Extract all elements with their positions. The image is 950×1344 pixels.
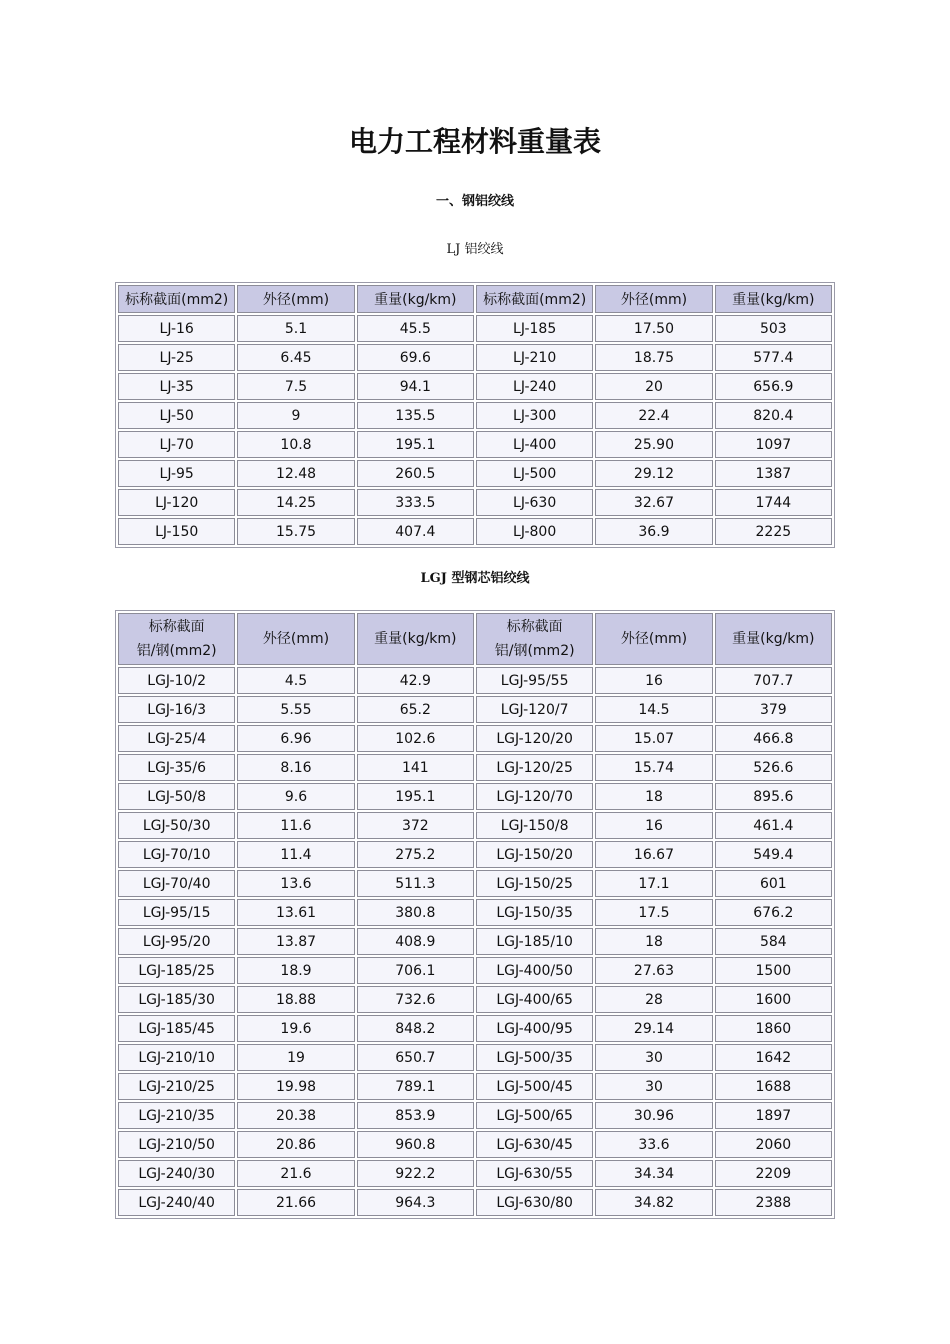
table-cell: 65.2: [357, 696, 474, 723]
table-cell: 5.1: [237, 315, 354, 342]
table-cell: 6.96: [237, 725, 354, 752]
table-cell: 1097: [715, 431, 832, 458]
table-row: [118, 1160, 832, 1187]
table-row: [118, 402, 832, 429]
table-cell: 33.6: [595, 1131, 712, 1158]
table-cell: 18.75: [595, 344, 712, 371]
table-cell: 1500: [715, 957, 832, 984]
table-cell: 34.82: [595, 1189, 712, 1216]
table-cell: 18: [595, 783, 712, 810]
lgj-header-cell: [118, 613, 235, 665]
table-row: [118, 344, 832, 371]
lgj-header-cell: [476, 613, 593, 665]
table-cell: LGJ-630/55: [476, 1160, 593, 1187]
table-cell: LGJ-150/25: [476, 870, 593, 897]
table-row: [118, 1044, 832, 1071]
table-cell: 17.5: [595, 899, 712, 926]
table-cell: LGJ-70/40: [118, 870, 235, 897]
table-cell: LGJ-50/30: [118, 812, 235, 839]
table-cell: 102.6: [357, 725, 474, 752]
table-cell: 30: [595, 1044, 712, 1071]
table-cell: LGJ-400/65: [476, 986, 593, 1013]
table-cell: 9: [237, 402, 354, 429]
table-cell: 69.6: [357, 344, 474, 371]
table-row: [118, 986, 832, 1013]
header-line: 标称截面: [148, 619, 205, 635]
table-cell: 30: [595, 1073, 712, 1100]
table-row: [118, 841, 832, 868]
table-cell: 7.5: [237, 373, 354, 400]
table-row: [118, 957, 832, 984]
table-cell: LGJ-70/10: [118, 841, 235, 868]
table-cell: LGJ-25/4: [118, 725, 235, 752]
table-cell: 20.38: [237, 1102, 354, 1129]
table-cell: 960.8: [357, 1131, 474, 1158]
table-cell: LGJ-120/25: [476, 754, 593, 781]
table-cell: LGJ-150/20: [476, 841, 593, 868]
table-cell: 1860: [715, 1015, 832, 1042]
table-cell: 15.07: [595, 725, 712, 752]
table-cell: 676.2: [715, 899, 832, 926]
table-cell: 650.7: [357, 1044, 474, 1071]
table-cell: LJ-185: [476, 315, 593, 342]
table-cell: 2060: [715, 1131, 832, 1158]
table-cell: LJ-35: [118, 373, 235, 400]
table-cell: 706.1: [357, 957, 474, 984]
table-cell: 18.88: [237, 986, 354, 1013]
table-cell: 16: [595, 812, 712, 839]
lgj-table: [115, 610, 835, 1219]
table-cell: 380.8: [357, 899, 474, 926]
table-cell: LGJ-400/50: [476, 957, 593, 984]
table-row: [118, 1189, 832, 1216]
table-cell: 16: [595, 667, 712, 694]
table-cell: 549.4: [715, 841, 832, 868]
table-cell: LGJ-95/20: [118, 928, 235, 955]
table-row: [118, 725, 832, 752]
table-row: [118, 783, 832, 810]
table-row: [118, 431, 832, 458]
table-cell: 13.87: [237, 928, 354, 955]
table-cell: LGJ-150/8: [476, 812, 593, 839]
table-cell: LGJ-500/45: [476, 1073, 593, 1100]
table-cell: 1744: [715, 489, 832, 516]
table-cell: 922.2: [357, 1160, 474, 1187]
lgj-header-cell: [715, 613, 832, 665]
table-cell: 820.4: [715, 402, 832, 429]
table-cell: 1387: [715, 460, 832, 487]
table-cell: 19.98: [237, 1073, 354, 1100]
table-cell: 372: [357, 812, 474, 839]
table-cell: 29.12: [595, 460, 712, 487]
table-cell: LJ-630: [476, 489, 593, 516]
table-cell: LJ-25: [118, 344, 235, 371]
table-cell: 195.1: [357, 783, 474, 810]
table-cell: LGJ-120/7: [476, 696, 593, 723]
table-cell: LGJ-240/40: [118, 1189, 235, 1216]
table-cell: 4.5: [237, 667, 354, 694]
table-cell: LJ-120: [118, 489, 235, 516]
table-cell: 11.4: [237, 841, 354, 868]
table-cell: LJ-800: [476, 518, 593, 545]
table-cell: 14.5: [595, 696, 712, 723]
table-cell: 853.9: [357, 1102, 474, 1129]
table-cell: 584: [715, 928, 832, 955]
table-cell: 333.5: [357, 489, 474, 516]
table-row: [118, 1015, 832, 1042]
table-cell: 5.55: [237, 696, 354, 723]
table-cell: 466.8: [715, 725, 832, 752]
table-cell: LGJ-630/45: [476, 1131, 593, 1158]
table-cell: 20.86: [237, 1131, 354, 1158]
table-cell: 1642: [715, 1044, 832, 1071]
lgj-header-cell: [595, 613, 712, 665]
table-cell: 503: [715, 315, 832, 342]
table-cell: LGJ-210/10: [118, 1044, 235, 1071]
header-line: 铝/钢(mm2): [136, 643, 217, 659]
header-line: 重量(kg/km): [732, 631, 815, 647]
table-cell: LGJ-400/95: [476, 1015, 593, 1042]
table-cell: LGJ-185/45: [118, 1015, 235, 1042]
table-cell: LJ-95: [118, 460, 235, 487]
table-cell: 12.48: [237, 460, 354, 487]
table-cell: LGJ-185/25: [118, 957, 235, 984]
table-cell: LGJ-185/10: [476, 928, 593, 955]
table-row: [118, 667, 832, 694]
lj-header-cell: 外径(mm): [595, 285, 712, 313]
table-cell: 526.6: [715, 754, 832, 781]
table-cell: 577.4: [715, 344, 832, 371]
table-cell: 9.6: [237, 783, 354, 810]
table-row: [118, 870, 832, 897]
table-cell: LGJ-50/8: [118, 783, 235, 810]
table-cell: 32.67: [595, 489, 712, 516]
table-row: [118, 899, 832, 926]
table-row: [118, 315, 832, 342]
table-cell: LGJ-210/50: [118, 1131, 235, 1158]
table-cell: 19.6: [237, 1015, 354, 1042]
table-cell: LJ-500: [476, 460, 593, 487]
table-cell: 45.5: [357, 315, 474, 342]
page-title: 电力工程材料重量表: [348, 125, 601, 158]
table-cell: 13.6: [237, 870, 354, 897]
table-cell: 36.9: [595, 518, 712, 545]
header-line: 标称截面: [506, 619, 563, 635]
section-heading: 一、钢铝绞线: [435, 194, 514, 209]
lj-table: [115, 282, 835, 548]
table-cell: 789.1: [357, 1073, 474, 1100]
table-row: [118, 460, 832, 487]
table-cell: LGJ-35/6: [118, 754, 235, 781]
table-cell: 2209: [715, 1160, 832, 1187]
table-cell: LGJ-16/3: [118, 696, 235, 723]
table-cell: LJ-70: [118, 431, 235, 458]
table-cell: 15.74: [595, 754, 712, 781]
table-cell: 27.63: [595, 957, 712, 984]
table-cell: 895.6: [715, 783, 832, 810]
table-cell: LJ-50: [118, 402, 235, 429]
lgj-header-cell: [357, 613, 474, 665]
table-cell: 1897: [715, 1102, 832, 1129]
table-cell: LGJ-95/55: [476, 667, 593, 694]
table-cell: 17.1: [595, 870, 712, 897]
table-cell: 29.14: [595, 1015, 712, 1042]
table-cell: 19: [237, 1044, 354, 1071]
table-cell: 11.6: [237, 812, 354, 839]
lj-table-body: [118, 315, 832, 545]
header-line: 外径(mm): [620, 631, 688, 647]
lj-header-cell: 重量(kg/km): [357, 285, 474, 313]
table-cell: 195.1: [357, 431, 474, 458]
table-cell: 6.45: [237, 344, 354, 371]
table-cell: 135.5: [357, 402, 474, 429]
lj-header-row: [118, 285, 832, 313]
table-row: [118, 1131, 832, 1158]
table-row: [118, 373, 832, 400]
table-cell: LJ-150: [118, 518, 235, 545]
table-cell: 17.50: [595, 315, 712, 342]
table-cell: 94.1: [357, 373, 474, 400]
table-cell: LJ-16: [118, 315, 235, 342]
table-cell: LGJ-10/2: [118, 667, 235, 694]
table-cell: 21.6: [237, 1160, 354, 1187]
table-cell: 8.16: [237, 754, 354, 781]
table-cell: LGJ-630/80: [476, 1189, 593, 1216]
table-row: [118, 812, 832, 839]
lj-header-cell: 外径(mm): [237, 285, 354, 313]
lgj-header-row: [118, 613, 832, 665]
table-cell: LGJ-240/30: [118, 1160, 235, 1187]
table-cell: 42.9: [357, 667, 474, 694]
table-cell: LJ-210: [476, 344, 593, 371]
table-cell: 1600: [715, 986, 832, 1013]
header-line: 外径(mm): [262, 631, 330, 647]
table-cell: 18: [595, 928, 712, 955]
table-row: [118, 1073, 832, 1100]
table-cell: LJ-400: [476, 431, 593, 458]
table-cell: 732.6: [357, 986, 474, 1013]
table-cell: 964.3: [357, 1189, 474, 1216]
table-cell: LJ-300: [476, 402, 593, 429]
table-cell: 407.4: [357, 518, 474, 545]
table-cell: 2225: [715, 518, 832, 545]
table-cell: 21.66: [237, 1189, 354, 1216]
table-cell: 15.75: [237, 518, 354, 545]
table-cell: LGJ-95/15: [118, 899, 235, 926]
lj-table-caption: LJ 铝绞线: [446, 242, 504, 257]
table-cell: 1688: [715, 1073, 832, 1100]
lj-header-cell: 标称截面(mm2): [118, 285, 235, 313]
table-cell: 260.5: [357, 460, 474, 487]
lgj-table-body: [118, 667, 832, 1216]
table-cell: LGJ-120/70: [476, 783, 593, 810]
table-cell: 461.4: [715, 812, 832, 839]
table-cell: LGJ-500/65: [476, 1102, 593, 1129]
table-cell: 141: [357, 754, 474, 781]
table-cell: 28: [595, 986, 712, 1013]
lgj-table-caption: LGJ 型钢芯铝绞线: [420, 571, 530, 586]
table-cell: 30.96: [595, 1102, 712, 1129]
table-row: [118, 489, 832, 516]
table-cell: LJ-240: [476, 373, 593, 400]
table-cell: 20: [595, 373, 712, 400]
table-cell: LGJ-210/35: [118, 1102, 235, 1129]
table-cell: 275.2: [357, 841, 474, 868]
table-cell: 707.7: [715, 667, 832, 694]
table-cell: 601: [715, 870, 832, 897]
table-cell: 22.4: [595, 402, 712, 429]
table-cell: LGJ-210/25: [118, 1073, 235, 1100]
table-cell: 511.3: [357, 870, 474, 897]
table-cell: 379: [715, 696, 832, 723]
table-cell: 10.8: [237, 431, 354, 458]
table-cell: 848.2: [357, 1015, 474, 1042]
table-cell: 656.9: [715, 373, 832, 400]
table-row: [118, 518, 832, 545]
table-cell: 2388: [715, 1189, 832, 1216]
table-cell: LGJ-185/30: [118, 986, 235, 1013]
table-row: [118, 696, 832, 723]
lj-header-cell: 重量(kg/km): [715, 285, 832, 313]
table-cell: 14.25: [237, 489, 354, 516]
table-cell: 13.61: [237, 899, 354, 926]
table-cell: 408.9: [357, 928, 474, 955]
table-cell: 25.90: [595, 431, 712, 458]
table-row: [118, 1102, 832, 1129]
table-cell: LGJ-150/35: [476, 899, 593, 926]
table-cell: 18.9: [237, 957, 354, 984]
table-row: [118, 754, 832, 781]
table-cell: 16.67: [595, 841, 712, 868]
lj-header-cell: 标称截面(mm2): [476, 285, 593, 313]
table-row: [118, 928, 832, 955]
lgj-header-cell: [237, 613, 354, 665]
table-cell: LGJ-120/20: [476, 725, 593, 752]
table-cell: LGJ-500/35: [476, 1044, 593, 1071]
table-cell: 34.34: [595, 1160, 712, 1187]
header-line: 重量(kg/km): [374, 631, 457, 647]
header-line: 铝/钢(mm2): [494, 643, 575, 659]
